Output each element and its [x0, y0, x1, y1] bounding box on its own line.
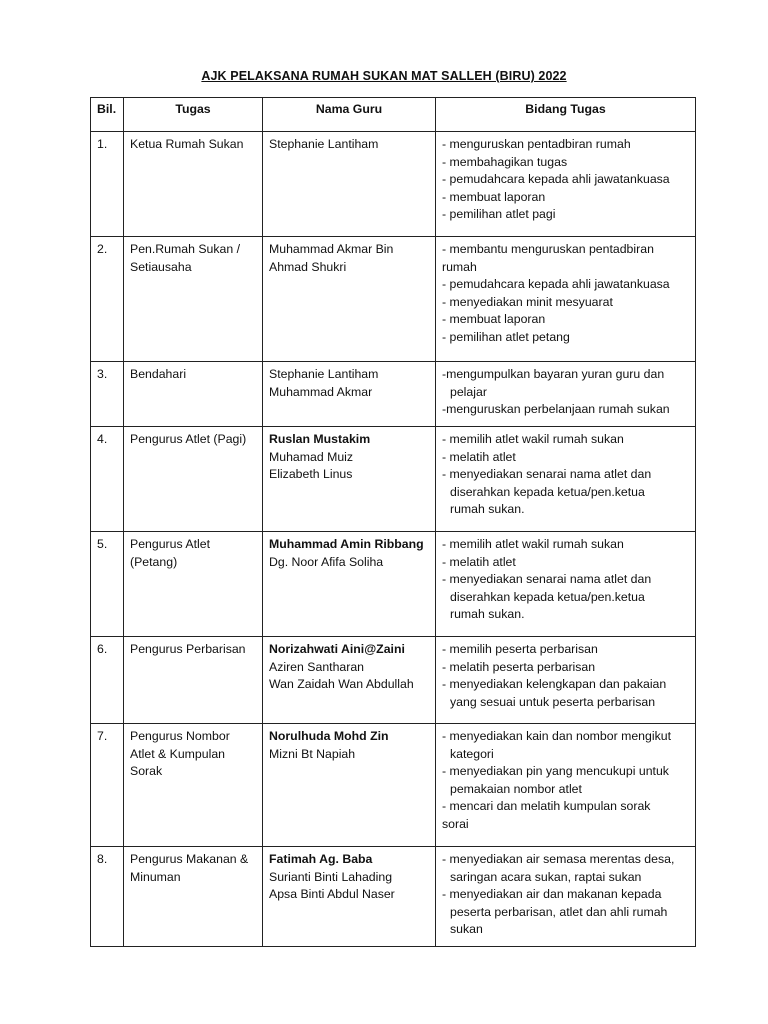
cell-bil: 4.	[91, 427, 124, 532]
table-row	[91, 132, 696, 237]
cell-tugas	[124, 724, 263, 847]
cell-bidang-tugas	[436, 724, 696, 847]
tugas-line: Pengurus Nombor	[130, 729, 230, 743]
tugas-line: (Petang)	[130, 554, 178, 569]
duty-line: - pemilihan atlet petang	[442, 329, 570, 344]
duty-line: - memilih peserta perbarisan	[442, 642, 598, 656]
cell-tugas	[124, 362, 263, 427]
teacher-name: Norulhuda Mohd Zin	[269, 729, 389, 743]
duty-line: - menyediakan kain dan nombor mengikut	[442, 729, 671, 743]
duty-line: rumah sukan.	[450, 502, 525, 516]
teacher-name: Aziren Santharan	[269, 659, 365, 674]
cell-tugas	[124, 237, 263, 362]
duty-line: diserahkan kepada ketua/pen.ketua	[450, 484, 645, 499]
cell-bidang-tugas	[436, 427, 696, 532]
cell-bil: 3.	[91, 362, 124, 427]
duty-line: pemakaian nombor atlet	[450, 781, 582, 796]
cell-nama-guru	[263, 427, 436, 532]
committee-table	[90, 97, 696, 947]
cell-tugas	[124, 532, 263, 637]
duty-line: - melatih peserta perbarisan	[442, 659, 596, 674]
cell-nama-guru	[263, 847, 436, 947]
duty-line: kategori	[450, 746, 494, 761]
table-row	[91, 847, 696, 947]
duty-line: peserta perbarisan, atlet dan ahli rumah	[450, 904, 668, 919]
table-body	[91, 132, 696, 947]
duty-line: rumah	[442, 259, 477, 274]
duty-line: - menyediakan air semasa merentas desa,	[442, 852, 675, 866]
tugas-line: Ketua Rumah Sukan	[130, 137, 244, 151]
cell-nama-guru	[263, 532, 436, 637]
cell-nama-guru	[263, 132, 436, 237]
table-row	[91, 237, 696, 362]
cell-tugas	[124, 847, 263, 947]
duty-line: - melatih atlet	[442, 449, 516, 464]
teacher-name: Muhammad Akmar	[269, 384, 373, 399]
column-header-tugas: Tugas	[124, 98, 263, 132]
teacher-name: Dg. Noor Afifa Soliha	[269, 554, 384, 569]
cell-nama-guru	[263, 724, 436, 847]
duty-line: diserahkan kepada ketua/pen.ketua	[450, 589, 645, 604]
tugas-line: Pengurus Makanan &	[130, 852, 249, 866]
table-row	[91, 362, 696, 427]
duty-line: saringan acara sukan, raptai sukan	[450, 869, 642, 884]
teacher-name: Ahmad Shukri	[269, 259, 347, 274]
tugas-line: Pengurus Perbarisan	[130, 642, 246, 656]
duty-line: - menyediakan kelengkapan dan pakaian	[442, 677, 667, 691]
duty-line: pelajar	[450, 384, 487, 399]
teacher-name: Elizabeth Linus	[269, 467, 353, 481]
table-row	[91, 532, 696, 637]
duty-line: - membahagikan tugas	[442, 154, 568, 169]
teacher-name: Muhammad Akmar Bin	[269, 242, 394, 256]
duty-line: - melatih atlet	[442, 554, 516, 569]
cell-nama-guru	[263, 237, 436, 362]
cell-tugas	[124, 132, 263, 237]
table-row	[91, 637, 696, 724]
teacher-name: Muhamad Muiz	[269, 449, 354, 464]
duty-line: yang sesuai untuk peserta perbarisan	[450, 694, 656, 709]
cell-bidang-tugas	[436, 132, 696, 237]
duty-line: - membuat laporan	[442, 312, 546, 326]
duty-line: - menyediakan pin yang mencukupi untuk	[442, 764, 669, 778]
column-header-bil: Bil.	[91, 98, 124, 132]
cell-bidang-tugas	[436, 637, 696, 724]
teacher-name: Stephanie Lantiham	[269, 367, 379, 381]
teacher-name: Muhammad Amin Ribbang	[269, 537, 424, 551]
page-title: AJK PELAKSANA RUMAH SUKAN MAT SALLEH (BIRU) 2022	[201, 69, 567, 83]
duty-line: - menguruskan pentadbiran rumah	[442, 137, 631, 151]
duty-line: - menyediakan senarai nama atlet dan	[442, 467, 652, 481]
cell-bil: 5.	[91, 532, 124, 637]
cell-bil: 6.	[91, 637, 124, 724]
cell-bil: 7.	[91, 724, 124, 847]
cell-nama-guru	[263, 362, 436, 427]
cell-bidang-tugas	[436, 532, 696, 637]
tugas-line: Minuman	[130, 869, 181, 884]
tugas-line: Sorak	[130, 764, 163, 778]
duty-line: sukan	[450, 922, 483, 936]
teacher-name: Fatimah Ag. Baba	[269, 852, 373, 866]
cell-nama-guru	[263, 637, 436, 724]
table-row	[91, 427, 696, 532]
duty-line: -menguruskan perbelanjaan rumah sukan	[442, 402, 670, 416]
duty-line: - memilih atlet wakil rumah sukan	[442, 537, 624, 551]
tugas-line: Atlet & Kumpulan	[130, 746, 226, 761]
table-row	[91, 724, 696, 847]
duty-line: - memilih atlet wakil rumah sukan	[442, 432, 624, 446]
duty-line: - pemilihan atlet pagi	[442, 207, 556, 221]
duty-line: - menyediakan senarai nama atlet dan	[442, 572, 652, 586]
duty-line: - membuat laporan	[442, 189, 546, 204]
cell-bidang-tugas	[436, 847, 696, 947]
duty-line: - menyediakan air dan makanan kepada	[442, 887, 662, 901]
teacher-name: Wan Zaidah Wan Abdullah	[269, 677, 414, 691]
tugas-line: Pengurus Atlet (Pagi)	[130, 432, 247, 446]
duty-line: sorai	[442, 816, 469, 831]
cell-tugas	[124, 427, 263, 532]
column-header-nama-guru: Nama Guru	[263, 98, 436, 132]
teacher-name: Apsa Binti Abdul Naser	[269, 887, 395, 901]
tugas-line: Pengurus Atlet	[130, 537, 210, 551]
column-header-bidang-tugas: Bidang Tugas	[436, 98, 696, 132]
duty-line: - menyediakan minit mesyuarat	[442, 294, 613, 309]
cell-tugas	[124, 637, 263, 724]
cell-bil: 2.	[91, 237, 124, 362]
teacher-name: Mizni Bt Napiah	[269, 746, 356, 761]
duty-line: -mengumpulkan bayaran yuran guru dan	[442, 367, 665, 381]
teacher-name: Surianti Binti Lahading	[269, 869, 393, 884]
duty-line: - membantu menguruskan pentadbiran	[442, 242, 654, 256]
cell-bil: 1.	[91, 132, 124, 237]
cell-bidang-tugas	[436, 237, 696, 362]
table-header-row	[91, 98, 696, 132]
teacher-name: Norizahwati Aini@Zaini	[269, 642, 405, 656]
tugas-line: Pen.Rumah Sukan /	[130, 242, 241, 256]
teacher-name: Stephanie Lantiham	[269, 137, 379, 151]
teacher-name: Ruslan Mustakim	[269, 432, 371, 446]
tugas-line: Bendahari	[130, 367, 187, 381]
tugas-line: Setiausaha	[130, 259, 192, 274]
duty-line: - pemudahcara kepada ahli jawatankuasa	[442, 172, 670, 186]
cell-bidang-tugas	[436, 362, 696, 427]
duty-line: rumah sukan.	[450, 607, 525, 621]
cell-bil: 8.	[91, 847, 124, 947]
duty-line: - mencari dan melatih kumpulan sorak	[442, 799, 651, 813]
duty-line: - pemudahcara kepada ahli jawatankuasa	[442, 277, 670, 291]
